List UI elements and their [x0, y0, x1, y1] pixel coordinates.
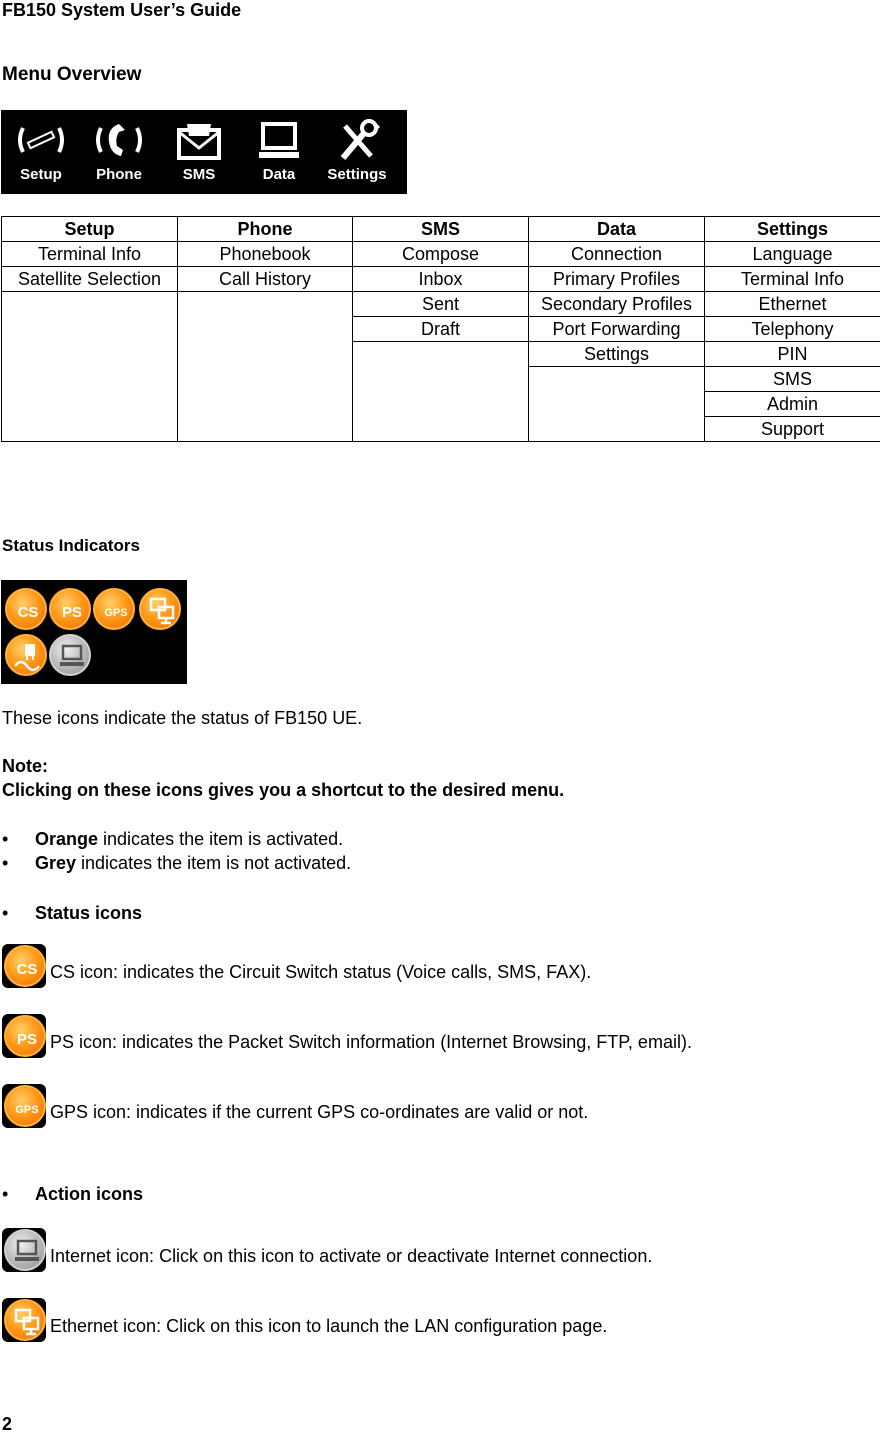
table-cell: Sent — [353, 292, 529, 317]
table-header-cell: Phone — [178, 217, 353, 242]
page-number: 2 — [2, 1414, 13, 1434]
table-cell: Secondary Profiles — [529, 292, 705, 317]
tools-icon — [331, 118, 383, 164]
svg-text:GPS: GPS — [15, 1104, 39, 1116]
menu-bar-label: Setup — [20, 166, 62, 183]
menu-overview-heading: Menu Overview — [2, 64, 142, 85]
ps-icon-description: PS icon: indicates the Packet Switch information (Internet Browsing, FTP, email). — [50, 1032, 692, 1052]
table-cell: Phonebook — [178, 242, 353, 267]
table-header-cell: Data — [529, 217, 705, 242]
table-cell: SMS — [705, 367, 880, 392]
table-row — [2, 292, 880, 317]
table-header-cell: Settings — [705, 217, 880, 242]
internet-icon-description: Internet icon: Click on this icon to activate or deactivate Internet connection. — [50, 1246, 653, 1266]
menu-bar-item-setup[interactable] — [1, 110, 81, 194]
internet-icon[interactable] — [49, 634, 91, 676]
menu-structure-table — [1, 216, 880, 442]
gps-icon-description: GPS icon: indicates if the current GPS co-ordinates are valid or not. — [50, 1102, 589, 1122]
status-icon-strip — [1, 580, 187, 684]
table-cell: Language — [705, 242, 880, 267]
bullet-text: indicates the item is activated. — [98, 829, 344, 849]
table-row — [2, 242, 880, 267]
ethernet-icon[interactable] — [4, 1299, 46, 1341]
satellite-icon — [15, 118, 67, 164]
table-header-cell: SMS — [353, 217, 529, 242]
status-description: These icons indicate the status of FB150 UE. — [2, 708, 363, 728]
table-cell: Draft — [353, 317, 529, 342]
svg-text:CS: CS — [16, 961, 38, 978]
table-cell: Port Forwarding — [529, 317, 705, 342]
table-empty-cell — [353, 342, 529, 442]
table-cell: Inbox — [353, 267, 529, 292]
menu-bar — [1, 110, 407, 194]
phone-icon — [93, 118, 145, 164]
table-header-cell: Setup — [2, 217, 178, 242]
table-empty-cell — [529, 367, 705, 442]
table-cell: Telephony — [705, 317, 880, 342]
bullet-bold: Grey — [35, 853, 77, 873]
ps-icon[interactable] — [4, 1015, 46, 1057]
menu-bar-item-sms[interactable] — [159, 110, 239, 194]
table-row — [2, 267, 880, 292]
menu-bar-label: Settings — [327, 166, 387, 183]
table-cell: Ethernet — [705, 292, 880, 317]
table-cell: Satellite Selection — [2, 267, 178, 292]
laptop-icon — [253, 118, 305, 164]
cs-icon-description: CS icon: indicates the Circuit Switch status (Voice calls, SMS, FAX). — [50, 962, 592, 982]
table-cell: Settings — [529, 342, 705, 367]
table-header-row — [2, 217, 880, 242]
menu-bar-label: Phone — [96, 166, 142, 183]
bullet-text: indicates the item is not activated. — [76, 853, 352, 873]
table-cell: Call History — [178, 267, 353, 292]
menu-bar-item-phone[interactable] — [79, 110, 159, 194]
table-cell: Admin — [705, 392, 880, 417]
status-indicators-heading: Status Indicators — [2, 536, 140, 555]
table-cell: Compose — [353, 242, 529, 267]
table-cell: Terminal Info — [705, 267, 880, 292]
svg-text:GPS: GPS — [104, 607, 128, 619]
table-empty-cell — [178, 292, 353, 442]
svg-text:CS: CS — [17, 604, 39, 621]
ethernet-icon-description: Ethernet icon: Click on this icon to launch the LAN configuration page. — [50, 1316, 608, 1336]
table-cell: PIN — [705, 342, 880, 367]
menu-bar-item-settings[interactable] — [317, 110, 397, 194]
menu-bar-item-data[interactable] — [239, 110, 319, 194]
menu-bar-label: SMS — [182, 166, 216, 183]
envelope-icon — [173, 118, 225, 164]
internet-icon[interactable] — [4, 1229, 46, 1271]
gps-icon[interactable] — [4, 1085, 46, 1127]
table-cell: Terminal Info — [2, 242, 178, 267]
document-header-title: FB150 System User’s Guide — [2, 0, 242, 20]
gps-icon[interactable] — [93, 588, 135, 630]
cs-icon[interactable] — [4, 945, 46, 987]
ethernet-icon[interactable] — [139, 588, 181, 630]
note-text: Clicking on these icons gives you a shortcut to the desired menu. — [2, 780, 565, 800]
table-cell: Primary Profiles — [529, 267, 705, 292]
table-cell: Support — [705, 417, 880, 442]
cs-icon[interactable] — [5, 588, 47, 630]
menu-bar-label: Data — [262, 166, 296, 183]
svg-text:PS: PS — [61, 604, 83, 621]
svg-text:PS: PS — [16, 1031, 38, 1048]
power-icon[interactable] — [5, 634, 47, 676]
table-cell: Connection — [529, 242, 705, 267]
ps-icon[interactable] — [49, 588, 91, 630]
bullet-bold: Orange — [35, 829, 99, 849]
note-label: Note: — [2, 756, 48, 776]
table-empty-cell — [2, 292, 178, 442]
